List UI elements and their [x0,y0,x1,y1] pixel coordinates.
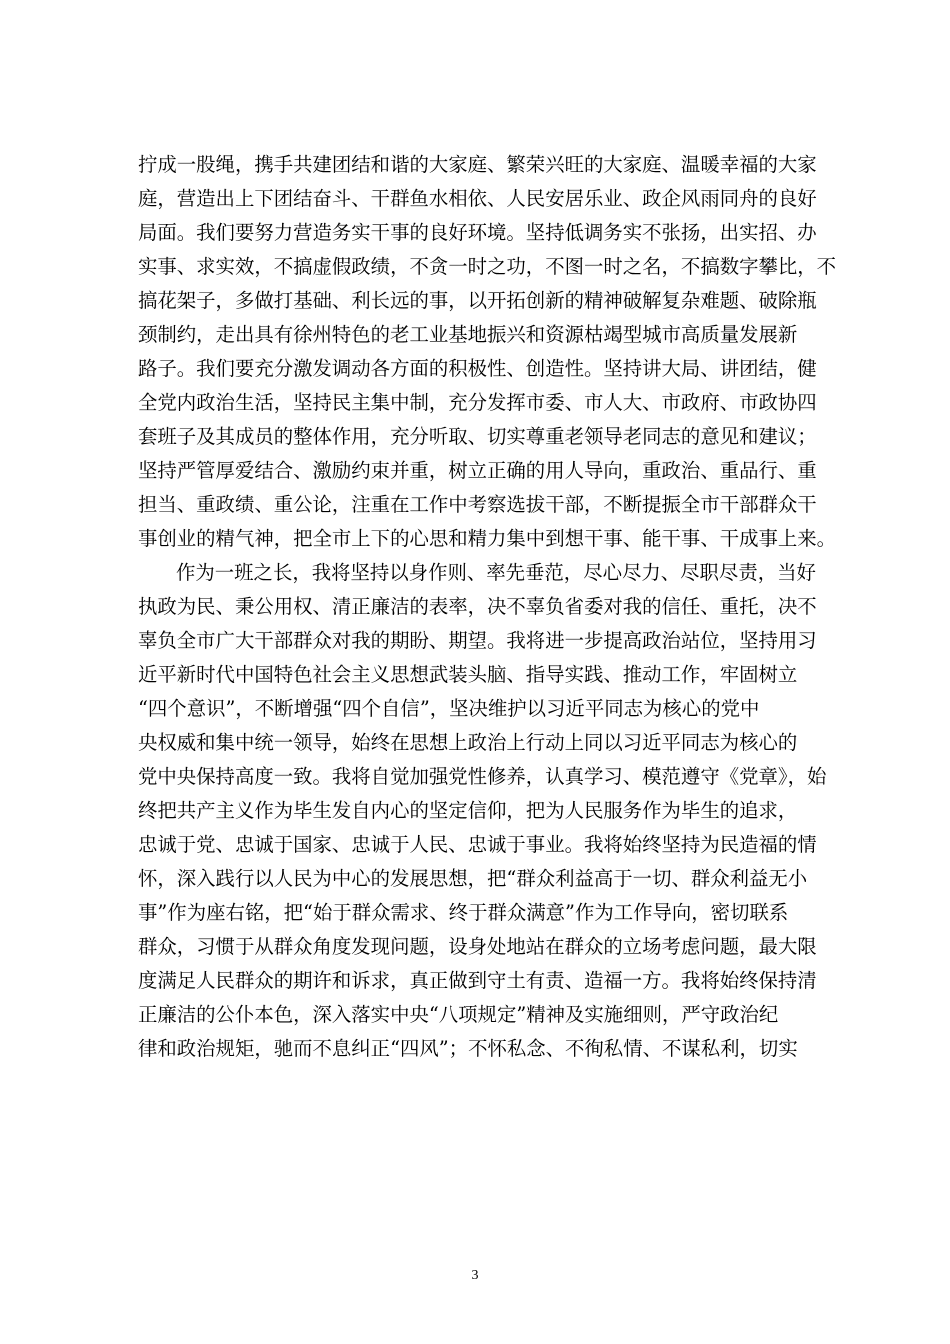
text-line: 辜负全市广大干部群众对我的期盼、期望。我将进一步提高政治站位，坚持用习 [138,629,817,652]
paragraph-first-line: 作为一班之长，我将坚持以身作则、率先垂范，尽心尽力、尽职尽责，当好 [176,561,816,584]
text-line: 事”作为座右铭，把“始于群众需求、终于群众满意”作为工作导向，密切联系 [138,901,789,924]
text-line: 担当、重政绩、重公论，注重在工作中考察选拔干部，不断提振全市干部群众干 [138,493,817,516]
text-line: 执政为民、秉公用权、清正廉洁的表率，决不辜负省委对我的信任、重托，决不 [138,595,817,618]
text-line: 终把共产主义作为毕生发自内心的坚定信仰，把为人民服务作为毕生的追求， [138,799,798,822]
text-line: 群众，习惯于从群众角度发现问题，设身处地站在群众的立场考虑问题，最大限 [138,935,817,958]
text-line: 套班子及其成员的整体作用，充分听取、切实尊重老领导老同志的意见和建议； [138,425,817,448]
text-line: 拧成一股绳，携手共建团结和谐的大家庭、繁荣兴旺的大家庭、温暖幸福的大家 [138,153,817,176]
body-text [138,148,837,1066]
text-line: 怀，深入践行以人民为中心的发展思想，把“群众利益高于一切、群众利益无小 [138,867,808,890]
text-line: 坚持严管厚爱结合、激励约束并重，树立正确的用人导向，重政治、重品行、重 [138,459,817,482]
text-line: 忠诚于党、忠诚于国家、忠诚于人民、忠诚于事业。我将始终坚持为民造福的情 [138,833,817,856]
text-line: 央权威和集中统一领导，始终在思想上政治上行动上同以习近平同志为核心的 [138,731,798,754]
text-line: 度满足人民群众的期许和诉求，真正做到守土有责、造福一方。我将始终保持清 [138,969,817,992]
text-line: 颈制约，走出具有徐州特色的老工业基地振兴和资源枯竭型城市高质量发展新 [138,323,798,346]
text-line: 近平新时代中国特色社会主义思想武装头脑、指导实践、推动工作，牢固树立 [138,663,798,686]
text-line: 党中央保持高度一致。我将自觉加强党性修养，认真学习、模范遵守《党章》，始 [138,765,827,788]
text-line: 搞花架子，多做打基础、利长远的事，以开拓创新的精神破解复杂难题、破除瓶 [138,289,817,312]
text-line: 庭，营造出上下团结奋斗、干群鱼水相依、人民安居乐业、政企风雨同舟的良好 [138,187,817,210]
text-line: 实事、求实效，不搞虚假政绩，不贪一时之功，不图一时之名，不搞数字攀比，不 [138,255,837,278]
text-line: 律和政治规矩，驰而不息纠正“四风”；不怀私念、不徇私情、不谋私利，切实 [138,1037,798,1060]
text-line: 事创业的精气神，把全市上下的心思和精力集中到想干事、能干事、干成事上来。 [138,527,837,550]
text-line: “四个意识”，不断增强“四个自信”，坚决维护以习近平同志为核心的党中 [138,697,760,720]
text-line: 路子。我们要充分激发调动各方面的积极性、创造性。坚持讲大局、讲团结，健 [138,357,817,380]
page-number: 3 [471,1268,479,1283]
text-line: 正廉洁的公仆本色，深入落实中央“八项规定”精神及实施细则，严守政治纪 [138,1003,779,1026]
text-line: 局面。我们要努力营造务实干事的良好环境。坚持低调务实不张扬，出实招、办 [138,221,817,244]
text-line: 全党内政治生活，坚持民主集中制，充分发挥市委、市人大、市政府、市政协四 [138,391,817,414]
